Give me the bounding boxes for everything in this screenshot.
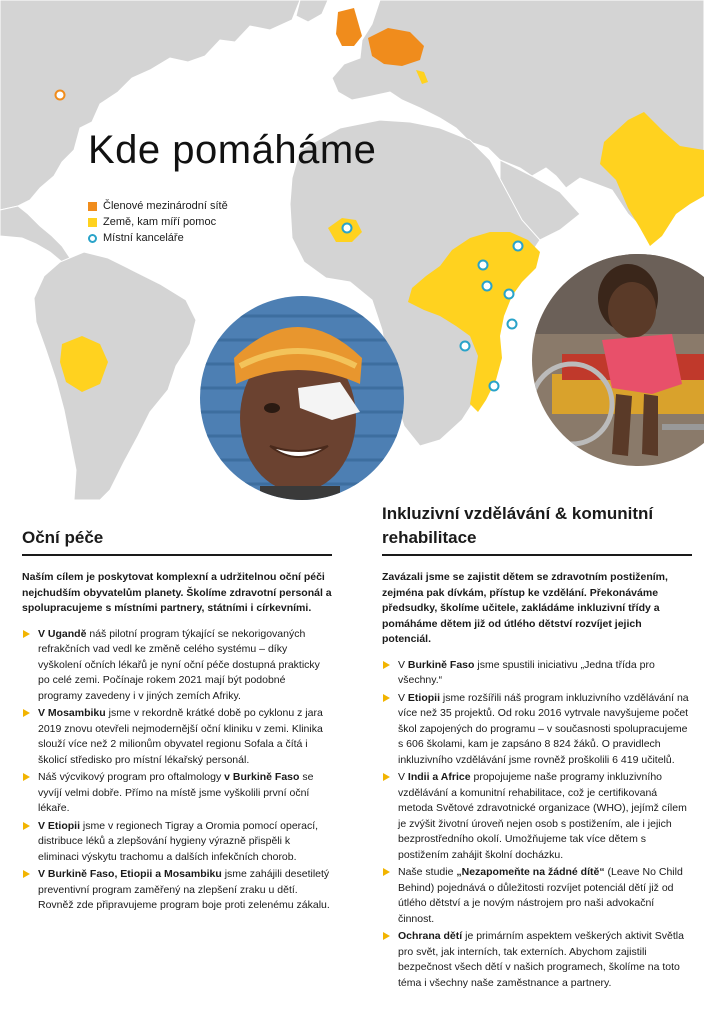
legend-item-members xyxy=(88,198,228,214)
legend-label: Země, kam míří pomoc xyxy=(103,216,217,228)
list-item: V Burkině Faso, Etiopii a Mosambiku jsme zahájili desetiletý preventivní program zaměřený na zlepšení zraku u dětí. Rovněž zde připravujeme program boje proti zelenému zákalu. xyxy=(22,867,332,914)
arrow-icon xyxy=(383,694,390,702)
legend-label: Členové mezinárodní sítě xyxy=(103,200,228,212)
arrow-icon xyxy=(383,661,390,669)
arrow-icon xyxy=(23,773,30,781)
eye-care-heading: Oční péče xyxy=(22,526,332,556)
list-item: V Indii a Africe propojujeme naše programy inkluzivního vzdělávání a komunitní rehabilitace, což je certifikovaná metoda Světové zdravotnické organizace (WHO), jejímž cílem je zvýšit životní úroveň nejen osob s postižením, ale i jejich bezprostředního okolí. Umožňujeme tak více dětem s postižením zahájit školní docházku. xyxy=(382,770,692,863)
yellow-square-icon xyxy=(88,218,97,227)
list-item: Náš výcvikový program pro oftalmology v Burkině Faso se vyvíjí velmi dobře. Přímo na místě jsme vyškolili první oční lékaře. xyxy=(22,770,332,817)
arrow-icon xyxy=(383,868,390,876)
list-item: V Ugandě náš pilotní program týkající se nekorigovaných refrakčních vad vedl ke změně celého systému – díky vyškolení očních lékařů je nyní oční péče dostupná prakticky po celé zemi. Počínaje rokem 2021 mají být podobné programy zavedeny i v jiných zemích Afriky. xyxy=(22,627,332,705)
list-item: V Etiopii jsme rozšířili náš program inkluzivního vzdělávání na více než 35 projektů. Od roku 2016 vytrvale navyšujeme počet škol zapojených do programu – v současnosti spolupracujeme s 606 školami, kam je zapsáno 8 824 žáků. O pravidlech inkluzivního vzdělávání jsme rovněž proškolili 6 419 učitelů. xyxy=(382,691,692,769)
arrow-icon xyxy=(23,630,30,638)
list-item: V Burkině Faso jsme spustili iniciativu „Jedna třída pro všechny.“ xyxy=(382,658,692,689)
legend-item-aid-countries xyxy=(88,214,228,230)
orange-square-icon xyxy=(88,202,97,211)
eye-care-section xyxy=(22,526,332,916)
inclusive-education-heading: Inkluzivní vzdělávání & komunitní rehabilitace xyxy=(382,502,692,556)
eye-care-lead: Naším cílem je poskytovat komplexní a udržitelnou oční péči nejchudším obyvatelům planety. Školíme zdravotní personál a spolupracujeme s místními partnery, státními i církevními. xyxy=(22,571,332,614)
eye-care-list xyxy=(22,627,332,914)
inclusive-education-section xyxy=(382,502,692,993)
arrow-icon xyxy=(383,932,390,940)
blue-ring-icon xyxy=(88,234,97,243)
woman-with-eye-bandage-photo xyxy=(200,296,404,500)
list-item: Naše studie „Nezapomeňte na žádné dítě“ (Leave No Child Behind) pojednává o důležitosti rozvíjet potenciál dětí již od útlého dětství a je novým nástrojem pro naši advokační činnost. xyxy=(382,865,692,927)
arrow-icon xyxy=(23,709,30,717)
inclusive-education-lead: Zavázali jsme se zajistit dětem se zdravotním postižením, zejména pak dívkám, přístup ke vzdělání. Překonáváme předsudky, školíme učitele, zakládáme inkluzivní třídy a pomáháme dětem již od útlého dětství rozvíjet jejich potenciál. xyxy=(382,571,668,645)
map-legend xyxy=(88,198,228,246)
inclusive-education-list xyxy=(382,658,692,992)
page-title: Kde pomáháme xyxy=(88,128,377,172)
legend-item-offices xyxy=(88,230,228,246)
arrow-icon xyxy=(23,870,30,878)
list-item: V Mosambiku jsme v rekordně krátké době po cyklonu z jara 2019 znovu otevřeli nejmodernější oční kliniku v zemi. Klinika slouží více než 2 milionům obyvatel regionu Sofala a čítá i školicí středisko pro místní lékařský personál. xyxy=(22,706,332,768)
list-item: V Etiopii jsme v regionech Tigray a Oromia pomocí operací, distribuce léků a zlepšování hygieny výrazně přispěli k eliminaci výskytu trachomu a dalších infekčních chorob. xyxy=(22,819,332,866)
arrow-icon xyxy=(383,773,390,781)
arrow-icon xyxy=(23,822,30,830)
legend-label: Místní kanceláře xyxy=(103,232,184,244)
list-item: Ochrana dětí je primárním aspektem veškerých aktivit Světla pro svět, jak interních, tak externích. Abychom zajistili bezpečnost všech dětí v našich programech, školíme na toto téma i všechny naše zaměstnance a partnery. xyxy=(382,929,692,991)
